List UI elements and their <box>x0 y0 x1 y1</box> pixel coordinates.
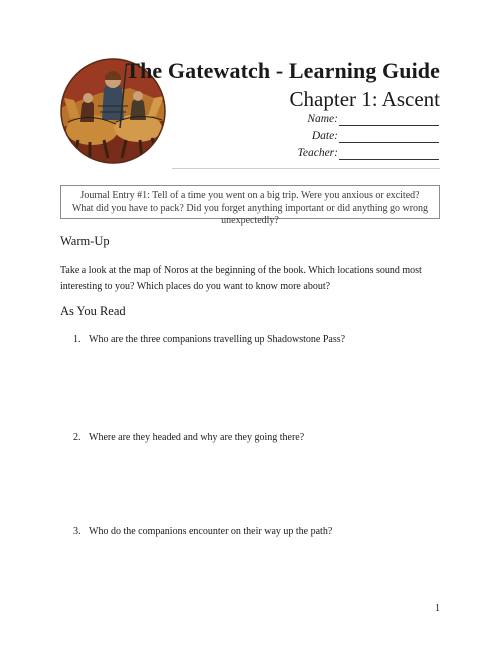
teacher-label: Teacher: <box>297 147 338 159</box>
name-field[interactable] <box>307 110 439 126</box>
warmup-text: Take a look at the map of Noros at the beginning of the book. Which locations sound most interesting to you? Which places do you want to know more about? <box>60 265 422 292</box>
chapter-title: Chapter 1: Ascent <box>289 87 440 111</box>
question-number: 1. <box>73 334 81 345</box>
journal-entry-box: Journal Entry #1: Tell of a time you went on a big trip. Were you anxious or excited? What did you have to pack? Did you forget anything important or did anything go wrong unexpectedly? <box>60 185 440 219</box>
name-label: Name: <box>307 113 338 125</box>
date-label: Date: <box>311 130 338 142</box>
header-divider <box>172 168 440 169</box>
question-text: Where are they headed and why are they going there? <box>89 432 305 443</box>
date-line[interactable] <box>339 130 439 143</box>
question-number: 2. <box>73 432 81 443</box>
teacher-line[interactable] <box>339 147 439 160</box>
question-text: Who do the companions encounter on their way up the path? <box>89 526 333 537</box>
question-text: Who are the three companions travelling up Shadowstone Pass? <box>89 334 346 345</box>
as-you-read-heading: As You Read <box>60 304 126 318</box>
warmup-heading: Warm-Up <box>60 234 110 248</box>
question-3 <box>73 525 443 538</box>
date-field[interactable] <box>312 127 439 143</box>
page-title: The Gatewatch - Learning Guide <box>125 58 440 83</box>
question-1 <box>73 333 443 346</box>
page-number: 1 <box>435 603 440 614</box>
name-line[interactable] <box>339 113 439 126</box>
question-number: 3. <box>73 526 81 537</box>
question-2 <box>73 431 443 444</box>
teacher-field[interactable] <box>298 144 439 160</box>
